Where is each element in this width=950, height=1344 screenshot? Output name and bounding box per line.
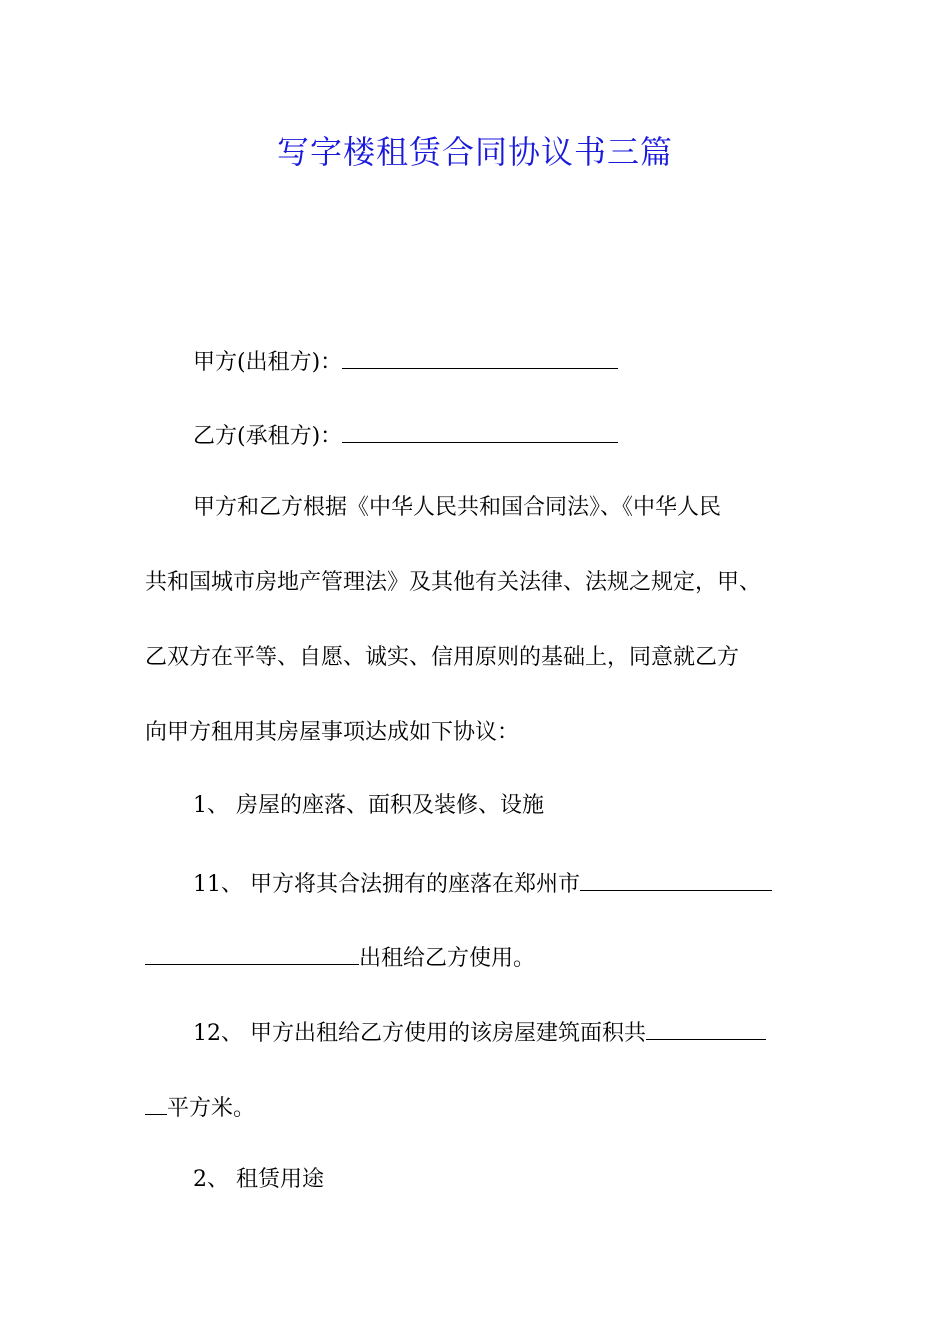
- clause-11-line: [145, 866, 863, 901]
- clause-11-blank: [580, 866, 772, 891]
- intro-line-2: 共和国城市房地产管理法》及其他有关法律、法规之规定，甲、: [145, 570, 762, 595]
- party-b-blank: [342, 418, 618, 443]
- clause-11-cont-text: 出租给乙方使用。: [359, 946, 536, 971]
- intro-line-1: 甲方和乙方根据《中华人民共和国合同法》、《中华人民: [193, 495, 722, 520]
- clause-12-text: 12、 甲方出租给乙方使用的该房屋建筑面积共: [193, 1021, 646, 1046]
- intro-line-3: 乙双方在平等、自愿、诚实、信用原则的基础上，同意就乙方: [145, 645, 740, 670]
- party-a-blank: [342, 344, 618, 369]
- party-b-line: [145, 418, 863, 453]
- clause-12-line: [145, 1015, 863, 1050]
- party-b-label: 乙方(承租方)：: [193, 424, 343, 449]
- clause-12-blank-cont: [145, 1090, 167, 1115]
- clause-12-cont-text: 平方米。: [167, 1096, 256, 1121]
- clause-12-blank: [646, 1015, 766, 1040]
- party-a-line: [145, 344, 863, 379]
- clause-11-blank-cont: [145, 940, 359, 965]
- intro-line-4: 向甲方租用其房屋事项达成如下协议：: [145, 720, 520, 745]
- section-2-heading: 2、 租赁用途: [193, 1167, 324, 1192]
- clause-12-continuation: [145, 1090, 815, 1125]
- document-title: 写字楼租赁合同协议书三篇: [276, 133, 673, 171]
- section-1-heading: 1、 房屋的座落、面积及装修、设施: [193, 793, 544, 818]
- clause-11-continuation: [145, 940, 815, 975]
- clause-11-text: 11、 甲方将其合法拥有的座落在郑州市: [193, 872, 580, 897]
- party-a-label: 甲方(出租方)：: [193, 350, 343, 375]
